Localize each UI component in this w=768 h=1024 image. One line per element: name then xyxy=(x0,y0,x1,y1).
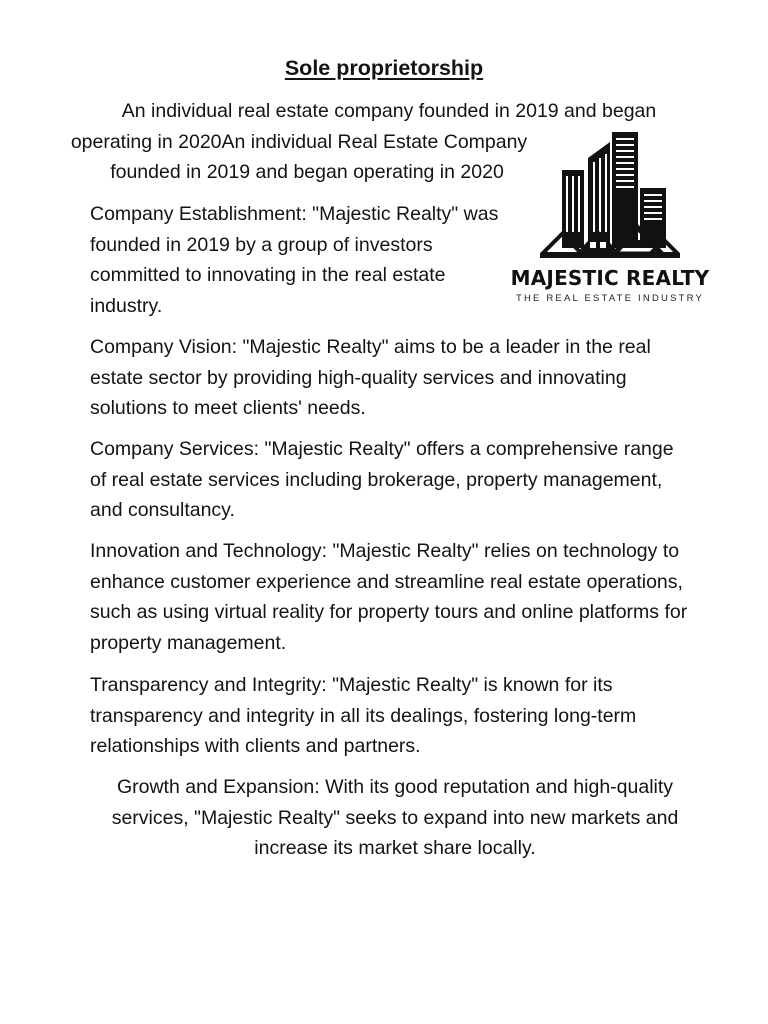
transparency-paragraph: Transparency and Integrity: "Majestic Realty" is known for its transparency and integrity in all its dealings, fostering long-term relationships with clients and partners. xyxy=(90,674,637,757)
services-paragraph: Company Services: "Majestic Realty" offers a comprehensive range of real estate services including brokerage, property management, and consultancy. xyxy=(90,438,674,521)
intro-line-3: founded in 2019 and began operating in 2020 xyxy=(110,161,504,183)
growth-paragraph: Growth and Expansion: With its good reputation and high-quality services, "Majestic Realty" seeks to expand into new markets and increase its market share locally. xyxy=(111,776,679,859)
company-logo xyxy=(510,130,710,310)
logo-brand-name: MAJESTIC REALTY xyxy=(510,266,710,290)
logo-tagline: THE REAL ESTATE INDUSTRY xyxy=(515,293,705,304)
innovation-paragraph: Innovation and Technology: "Majestic Realty" relies on technology to enhance customer experience and streamline real estate operations, such as using virtual reality for property tours and online platforms for property management. xyxy=(90,540,688,654)
establishment-paragraph: Company Establishment: "Majestic Realty" was founded in 2019 by a group of investors committed to innovating in the real estate industry. xyxy=(90,203,499,317)
vision-paragraph: Company Vision: "Majestic Realty" aims to be a leader in the real estate sector by providing high-quality services and innovating solutions to meet clients' needs. xyxy=(90,336,651,419)
intro-line-1: An individual real estate company founded in 2019 and began xyxy=(121,100,657,122)
document-title: Sole proprietorship xyxy=(284,56,484,80)
city-buildings-icon xyxy=(540,130,680,260)
intro-line-2: operating in 2020An individual Real Estate Company xyxy=(70,130,528,153)
